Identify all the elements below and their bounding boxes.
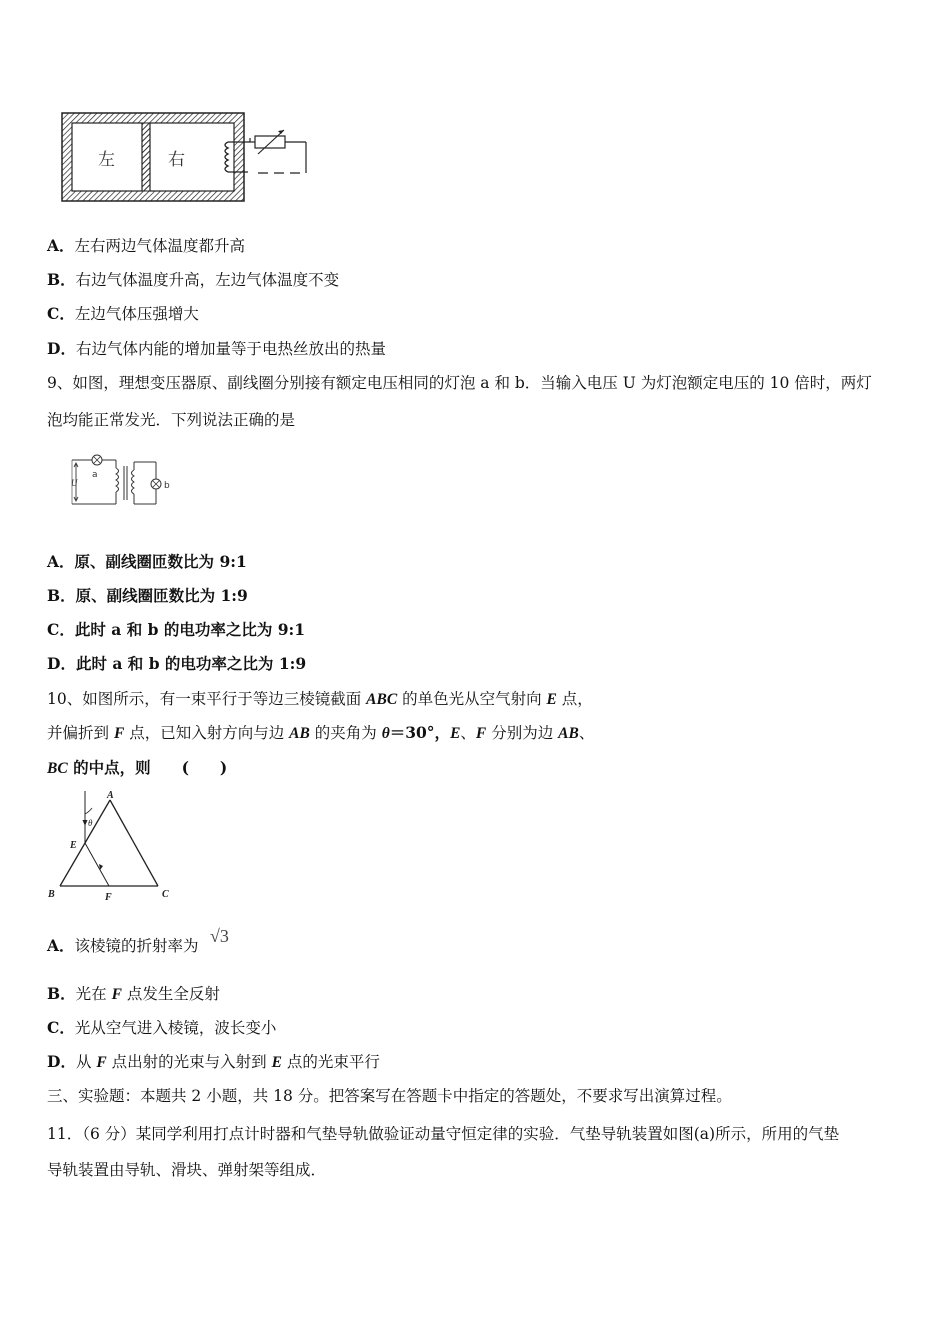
figure-container-heater [60,110,320,205]
q10-stem-line1: 10、如图所示，有一束平行于等边三棱镜截面 ABC 的单色光从空气射向 E 点， [47,690,593,708]
option-text: 原、副线圈匝数比为 9:1 [74,552,247,571]
q8-option-d: D．右边气体内能的增加量等于电热丝放出的热量 [47,339,386,358]
q10-option-d: D．从 F 点出射的光束与入射到 E 点的光束平行 [47,1052,380,1071]
right-chamber-label: 右 [168,150,185,170]
sqrt-3-value: √3 [210,926,229,946]
q9-stem-line1: 9、如图，理想变压器原、副线圈分别接有额定电压相同的灯泡 a 和 b．当输入电压 U 为灯泡额定电压的 10 倍时，两灯 [47,374,872,392]
q9-option-b: B．原、副线圈匝数比为 1:9 [47,586,248,605]
option-text: 左边气体压强增大 [74,305,199,323]
angle-theta-label: θ [88,818,93,828]
q9-option-c: C．此时 a 和 b 的电功率之比为 9:1 [47,620,306,639]
lamp-b-label: b [164,481,170,491]
option-text: 此时 a 和 b 的电功率之比为 1:9 [75,654,307,673]
vertex-c-label: C [162,889,169,900]
figure-prism [44,786,184,906]
option-key: D [47,654,61,673]
option-key: C [47,304,60,323]
q8-option-a: A．左右两边气体温度都升高 [47,236,246,255]
q10-option-c: C．光从空气进入棱镜，波长变小 [47,1018,277,1037]
q9-stem-line2: 泡均能正常发光．下列说法正确的是 [47,411,296,429]
option-key: A [47,552,60,571]
q9-option-d: D．此时 a 和 b 的电功率之比为 1:9 [47,654,307,673]
q8-option-c: C．左边气体压强增大 [47,304,199,323]
option-text: 右边气体温度升高，左边气体温度不变 [75,271,340,289]
q9-option-a: A．原、副线圈匝数比为 9:1 [47,552,247,571]
option-key: D [47,339,61,358]
option-text: 左右两边气体温度都升高 [74,237,246,255]
q10-option-a: A．该棱镜的折射率为 [47,936,199,955]
option-key: B [47,270,61,289]
q10-option-b: B．光在 F 点发生全反射 [47,984,220,1003]
lamp-a-label: a [92,470,98,480]
option-key: C [47,620,60,639]
section-3-heading: 三、实验题：本题共 2 小题，共 18 分。把答案写在答题卡中指定的答题处，不要求写出演算过程。 [47,1087,732,1105]
vertex-a-label: A [107,790,114,801]
point-e-label: E [70,840,77,851]
vertex-b-label: B [48,889,55,900]
q11-stem-line1: 11．（6 分）某同学利用打点计时器和气垫导轨做验证动量守恒定律的实验．气垫导轨装置如图(a)所示，所用的气垫 [47,1125,840,1143]
figure-transformer [64,454,184,514]
q11-stem-line2: 导轨装置由导轨、滑块、弹射架等组成． [47,1161,327,1179]
option-text: 原、副线圈匝数比为 1:9 [75,586,248,605]
q8-option-b: B．右边气体温度升高，左边气体温度不变 [47,270,340,289]
left-chamber-label: 左 [98,150,115,170]
voltage-u-label: U [71,478,78,488]
q10-stem-line3: BC 的中点，则 ( ) [47,758,228,777]
option-text: 此时 a 和 b 的电功率之比为 9:1 [74,620,306,639]
option-key: B [47,586,61,605]
option-text: 右边气体内能的增加量等于电热丝放出的热量 [75,340,386,358]
q10-stem-line2: 并偏折到 F 点，已知入射方向与边 AB 的夹角为 θ＝30°，E、F 分别为边 AB、 [47,723,595,742]
point-f-label: F [105,892,112,903]
option-key: A [47,236,60,255]
